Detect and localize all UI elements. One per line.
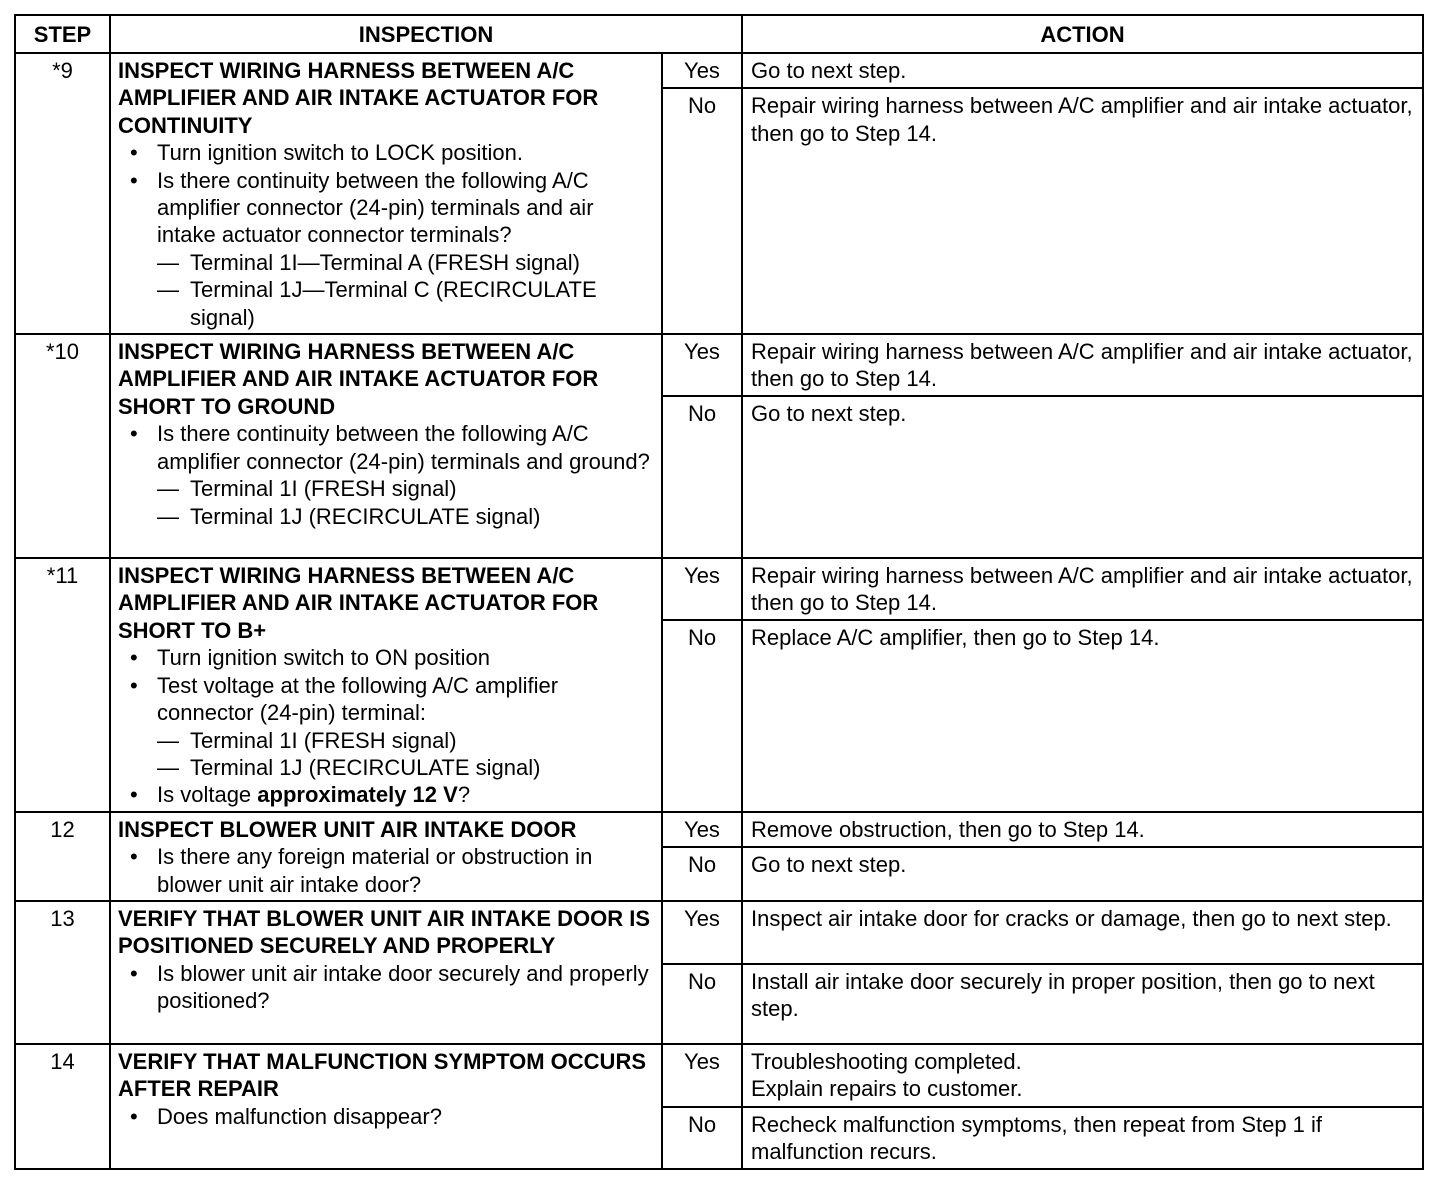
header-inspection: INSPECTION [110,15,742,53]
inspection-cell [110,334,662,558]
action-line: Troubleshooting completed. [751,1048,1022,1074]
header-row [15,15,1423,53]
inspection-bullet [118,139,655,166]
inspection-title: VERIFY THAT MALFUNCTION SYMPTOM OCCURS AFTER REPAIR [118,1048,646,1102]
bullet-text: Does malfunction disappear? [157,1103,442,1129]
yes-action: Go to next step. [742,53,1423,88]
inspection-bullet [118,672,655,782]
yes-label: Yes [662,1044,742,1107]
yes-action [742,1044,1423,1107]
step-row-yes [15,1044,1423,1107]
no-action: Go to next step. [742,847,1423,901]
bullet-text: Is there any foreign material or obstruction in blower unit air intake door? [157,844,593,897]
no-action: Go to next step. [742,396,1423,558]
no-action: Recheck malfunction symptoms, then repeat from Step 1 if malfunction recurs. [742,1107,1423,1169]
yes-label: Yes [662,812,742,847]
no-label: No [662,88,742,334]
no-action: Repair wiring harness between A/C amplifier and air intake actuator, then go to Step 14. [742,88,1423,334]
step-number: *11 [15,558,110,812]
no-label: No [662,396,742,558]
no-action: Install air intake door securely in proper position, then go to next step. [742,964,1423,1044]
step-number: *9 [15,53,110,334]
bullet-text: Test voltage at the following A/C amplifier connector (24-pin) terminal: [157,672,559,726]
terminal-item: — Terminal 1I (FRESH signal) [157,475,655,502]
terminal-list [157,475,655,530]
step-row-yes [15,334,1423,396]
yes-action: Remove obstruction, then go to Step 14. [742,812,1423,847]
step-number: 14 [15,1044,110,1169]
no-label: No [662,620,742,812]
no-action: Replace A/C amplifier, then go to Step 14. [742,620,1423,812]
no-label: No [662,1107,742,1169]
terminal-item: — Terminal 1J—Terminal C (RECIRCULATE signal) [157,276,655,331]
inspection-bullets [118,420,655,530]
inspection-cell [110,812,662,901]
no-label: No [662,964,742,1044]
terminal-item: — Terminal 1I—Terminal A (FRESH signal) [157,249,655,276]
terminal-list [157,727,655,782]
terminal-list [157,249,655,331]
inspection-bullets [118,644,655,808]
bullet-text: Turn ignition switch to ON position [157,645,490,671]
inspection-bullets [118,960,655,1015]
step-row-yes [15,812,1423,847]
bullet-text: Is voltage [157,782,258,808]
header-step: STEP [15,15,110,53]
yes-action: Inspect air intake door for cracks or damage, then go to next step. [742,901,1423,964]
yes-action: Repair wiring harness between A/C amplifier and air intake actuator, then go to Step 14. [742,558,1423,620]
inspection-title: INSPECT WIRING HARNESS BETWEEN A/C AMPLIFIER AND AIR INTAKE ACTUATOR FOR SHORT TO GROUND [118,339,599,419]
yes-action: Repair wiring harness between A/C amplifier and air intake actuator, then go to Step 14. [742,334,1423,396]
yes-label: Yes [662,901,742,964]
step-number: *10 [15,334,110,558]
terminal-item: — Terminal 1J (RECIRCULATE signal) [157,754,655,781]
step-number: 13 [15,901,110,1044]
inspection-bullets [118,1103,655,1130]
step-number: 12 [15,812,110,901]
inspection-title: INSPECT BLOWER UNIT AIR INTAKE DOOR [118,816,577,842]
inspection-cell [110,1044,662,1169]
yes-label: Yes [662,558,742,620]
inspection-cell [110,53,662,334]
inspection-bullets [118,139,655,331]
yes-label: Yes [662,53,742,88]
bullet-emphasis: approximately 12 V [257,782,458,808]
inspection-bullet [118,644,655,671]
inspection-bullet [118,167,655,331]
action-line: Explain repairs to customer. [751,1076,1023,1102]
inspection-bullet [118,1103,655,1130]
header-action: ACTION [742,15,1423,53]
inspection-cell [110,558,662,812]
step-row-yes [15,53,1423,88]
terminal-item: — Terminal 1J (RECIRCULATE signal) [157,503,655,530]
inspection-bullets [118,843,655,898]
diagnostic-procedure-table [14,14,1424,1170]
no-label: No [662,847,742,901]
terminal-item: — Terminal 1I (FRESH signal) [157,727,655,754]
bullet-suffix: ? [457,782,471,808]
inspection-title: VERIFY THAT BLOWER UNIT AIR INTAKE DOOR IS POSITIONED SECURELY AND PROPERLY [118,905,651,959]
bullet-text: Is there continuity between the following A/C amplifier connector (24-pin) terminals and ground? [157,421,650,474]
bullet-text: Is blower unit air intake door securely and properly positioned? [157,960,649,1014]
inspection-cell [110,901,662,1044]
step-row-yes [15,558,1423,620]
inspection-bullet [118,781,655,808]
inspection-bullet [118,843,655,898]
inspection-bullet [118,960,655,1015]
bullet-text: Turn ignition switch to LOCK position. [157,140,524,166]
inspection-title: INSPECT WIRING HARNESS BETWEEN A/C AMPLIFIER AND AIR INTAKE ACTUATOR FOR CONTINUITY [118,58,599,138]
step-row-yes [15,901,1423,964]
inspection-title: INSPECT WIRING HARNESS BETWEEN A/C AMPLIFIER AND AIR INTAKE ACTUATOR FOR SHORT TO B+ [118,563,599,643]
bullet-text: Is there continuity between the following A/C amplifier connector (24-pin) terminals and air intake actuator connector terminals? [157,167,594,248]
yes-label: Yes [662,334,742,396]
inspection-bullet [118,420,655,530]
